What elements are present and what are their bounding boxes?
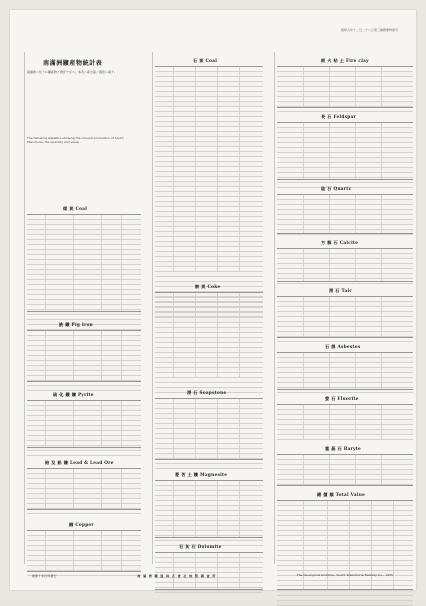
middle-section-title-4: 菱 苦 土 鑛 Magnesite [175, 472, 228, 477]
right-section-title-8: 重 晶 石 Baryte [325, 446, 362, 451]
left-table-4 [27, 468, 141, 510]
right-section-title-6: 石 綿 Asbestos [325, 344, 361, 349]
left-section-title-2: 銑 鐵 Pig Iron [59, 322, 94, 327]
right-table-8 [277, 454, 413, 486]
right-section-title-2: 長 石 Feldspar [321, 114, 357, 119]
footer-left: 昭和十年四月發行 [32, 573, 57, 578]
right-section-title-4: 方 解 石 Calcite [321, 240, 359, 245]
document-page [10, 10, 416, 590]
left-table-3 [27, 400, 141, 448]
left-table-5 [27, 530, 141, 572]
right-section-title-1: 耐 火 粘 土 Fire clay [321, 58, 369, 63]
right-section-title-3: 硅 石 Quartz [321, 186, 352, 191]
right-table-1 [277, 66, 413, 108]
right-table-3 [277, 194, 413, 234]
left-table-1 [27, 214, 141, 312]
right-column [274, 52, 415, 564]
right-section-title-5: 滑 石 Talc [329, 288, 353, 293]
right-table-2 [277, 122, 413, 180]
middle-section-title-3: 滑 石 Soapstone [187, 390, 227, 395]
footer [32, 570, 394, 580]
middle-table-1 [155, 66, 263, 272]
left-section-title-3: 硫 化 鐵 鑛 Pyrite [53, 392, 94, 397]
intro-english: The following statistics showing the mineral production of South Manchuria, the quantity and value... [27, 136, 125, 144]
middle-section-title-5: 石 灰 石 Dolomite [179, 544, 222, 549]
middle-table-4 [155, 480, 263, 538]
left-table-2 [27, 330, 141, 382]
right-table-6 [277, 352, 413, 390]
right-table-7 [277, 404, 413, 440]
right-table-5 [277, 296, 413, 338]
left-section-title-5: 銅 Copper [69, 522, 94, 527]
left-section-title-4: 鉛 及 鉛 鑛 Lead & Lead Ore [45, 460, 114, 465]
right-section-title-7: 螢 石 Fluorite [325, 396, 359, 401]
intro-japanese: 南滿洲ニ於ケル鑛産物ノ統計ヲ示ス。本表ハ産出高ノ調査ニ基ク。 [27, 70, 117, 74]
left-column [24, 52, 143, 564]
document-title: 南滿洲鑛産物統計表 [43, 60, 103, 67]
middle-table-3 [155, 398, 263, 460]
middle-section-title-2: 骸 炭 Coke [195, 284, 221, 289]
footer-right: The Geological Institute, South Manchuria Railway Co., 1935. [296, 573, 394, 577]
corner-note: 昭和九年十二月二十八日第三種郵便物認可 [340, 28, 398, 32]
right-section-title-9: 總 價 額 Total Value [317, 492, 366, 497]
middle-column [152, 52, 265, 564]
left-section-title-1: 煤 炭 Coal [63, 206, 88, 211]
footer-center: 南 滿 洲 鐵 道 株 式 會 社 地 質 調 査 所 [137, 573, 217, 578]
right-table-4 [277, 248, 413, 282]
middle-table-2 [155, 292, 263, 378]
middle-section-title-1: 石 炭 Coal [193, 58, 218, 63]
